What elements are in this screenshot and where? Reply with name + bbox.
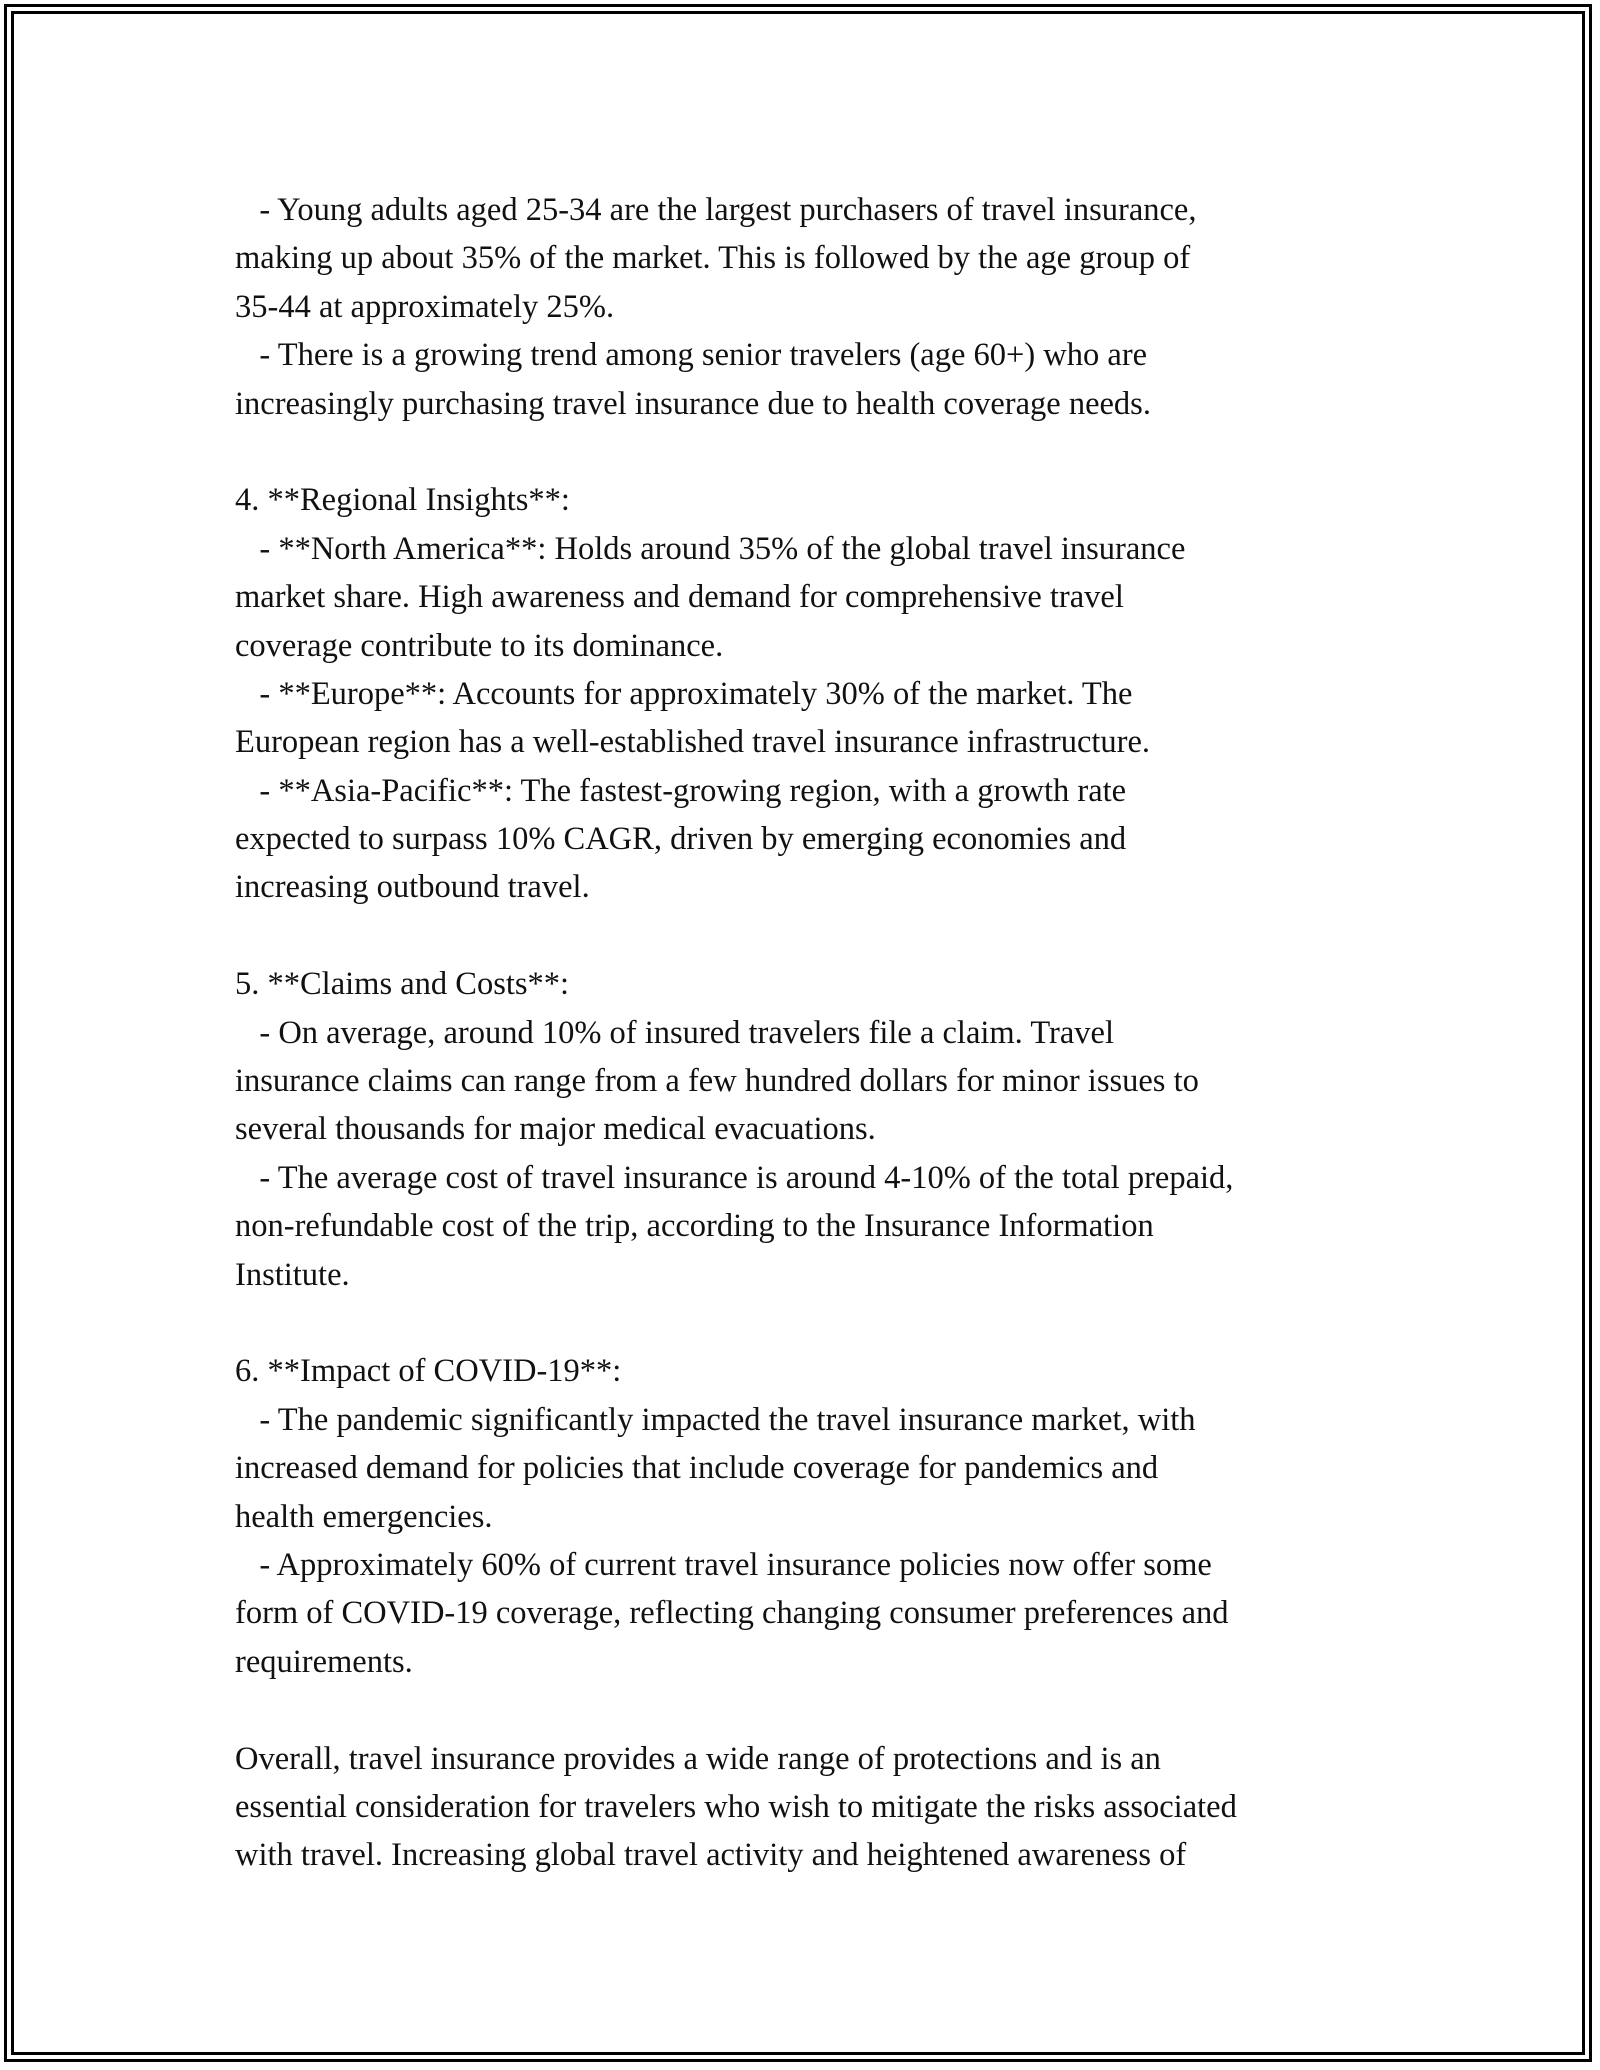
section-heading: 5. **Claims and Costs**: <box>235 966 570 1003</box>
text-line: 35-44 at approximately 25%. <box>235 288 615 325</box>
text-line: non-refundable cost of the trip, according to the Insurance Information <box>235 1208 1154 1245</box>
text-line: - On average, around 10% of insured travelers file a claim. Travel <box>235 1014 1115 1051</box>
text-line: requirements. <box>235 1643 413 1680</box>
text-line: health emergencies. <box>235 1498 493 1535</box>
text-line: market share. High awareness and demand for comprehensive travel <box>235 579 1124 616</box>
paragraph-spacer <box>235 428 1385 476</box>
text-line: - Approximately 60% of current travel insurance policies now offer some <box>235 1546 1212 1583</box>
paragraph-spacer <box>235 912 1385 960</box>
paragraph-spacer <box>235 1299 1385 1347</box>
text-line: - **Europe**: Accounts for approximately 30% of the market. The <box>235 675 1133 712</box>
text-line: European region has a well-established travel insurance infrastructure. <box>235 724 1151 761</box>
text-line: - **North America**: Holds around 35% of the global travel insurance <box>235 530 1186 567</box>
text-line: increased demand for policies that include coverage for pandemics and <box>235 1450 1159 1487</box>
text-line: several thousands for major medical evacuations. <box>235 1111 876 1148</box>
text-line: - **Asia-Pacific**: The fastest-growing region, with a growth rate <box>235 772 1127 809</box>
text-line: expected to surpass 10% CAGR, driven by emerging economies and <box>235 821 1127 858</box>
document-body <box>235 186 1385 1880</box>
text-line: increasing outbound travel. <box>235 869 590 906</box>
text-line: increasingly purchasing travel insurance due to health coverage needs. <box>235 385 1151 422</box>
text-line: Institute. <box>235 1256 350 1293</box>
text-line: - There is a growing trend among senior travelers (age 60+) who are <box>235 337 1148 374</box>
section-heading: 4. **Regional Insights**: <box>235 482 570 519</box>
text-line: Overall, travel insurance provides a wide range of protections and is an <box>235 1740 1161 1777</box>
covid-impact-section <box>235 1347 1385 1686</box>
claims-and-costs-section <box>235 960 1385 1299</box>
text-line: making up about 35% of the market. This is followed by the age group of <box>235 240 1191 277</box>
paragraph-spacer <box>235 1686 1385 1734</box>
text-line: with travel. Increasing global travel activity and heightened awareness of <box>235 1837 1187 1874</box>
demographics-continuation <box>235 186 1385 428</box>
text-line: insurance claims can range from a few hundred dollars for minor issues to <box>235 1063 1199 1100</box>
regional-insights-section <box>235 476 1385 912</box>
text-line: essential consideration for travelers who wish to mitigate the risks associated <box>235 1788 1237 1825</box>
text-line: - The pandemic significantly impacted the travel insurance market, with <box>235 1401 1196 1438</box>
text-line: coverage contribute to its dominance. <box>235 627 724 664</box>
conclusion-paragraph <box>235 1735 1385 1880</box>
text-line: form of COVID-19 coverage, reflecting changing consumer preferences and <box>235 1595 1229 1632</box>
section-heading: 6. **Impact of COVID-19**: <box>235 1353 622 1390</box>
text-line: - The average cost of travel insurance is around 4-10% of the total prepaid, <box>235 1159 1234 1196</box>
text-line: - Young adults aged 25-34 are the largest purchasers of travel insurance, <box>235 192 1197 228</box>
